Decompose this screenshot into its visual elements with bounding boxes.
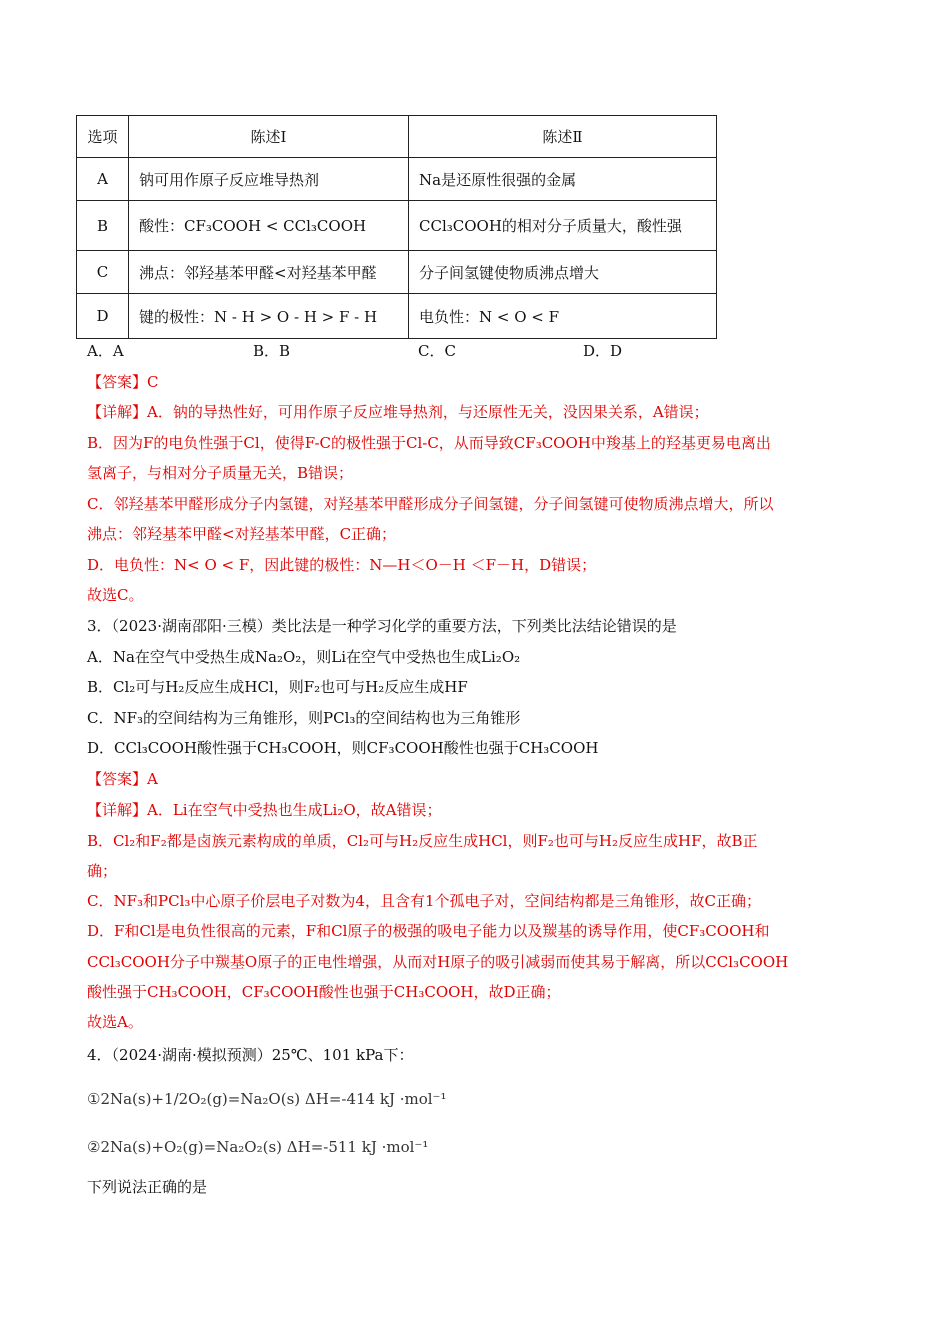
q4-question: 下列说法正确的是 xyxy=(87,1178,208,1196)
q3-option-c: C．NF₃的空间结构为三角锥形，则PCl₃的空间结构也为三角锥形 xyxy=(87,709,521,727)
q2-explain-line: 故选C。 xyxy=(87,586,144,604)
q3-option-a: A．Na在空气中受热生成Na₂O₂，则Li在空气中受热也生成Li₂O₂ xyxy=(87,648,521,666)
q3-explain-line: C．NF₃和PCl₃中心原子价层电子对数为4，且含有1个孤电子对，空间结构都是三角锥形，故C正确； xyxy=(87,892,761,910)
q4-equation-1: ①2Na(s)+1/2O₂(g)=Na₂O(s) ΔH=-414 kJ ·mol⁻¹ xyxy=(87,1090,447,1108)
q3-answer: 【答案】A xyxy=(87,770,158,788)
q2-explain-line: C．邻羟基苯甲醛形成分子内氢键，对羟基苯甲醛形成分子间氢键，分子间氢键可使物质沸点增大，所以 xyxy=(87,495,774,513)
q2-option-b: B．B xyxy=(253,342,291,360)
table-row xyxy=(77,158,717,201)
q3-explain-line: B．Cl₂和F₂都是卤族元素构成的单质，Cl₂可与H₂反应生成HCl，则F₂也可与H₂反应生成HF，故B正 xyxy=(87,832,758,850)
q2-option-a: A．A xyxy=(87,342,124,360)
q4-equation-2: ②2Na(s)+O₂(g)=Na₂O₂(s) ΔH=-511 kJ ·mol⁻¹ xyxy=(87,1138,429,1156)
table-cell: D xyxy=(77,294,129,339)
q2-option-d: D．D xyxy=(583,342,623,360)
table-header-cell: 陈述Ⅰ xyxy=(129,116,409,158)
table-cell: 电负性：N < O < F xyxy=(409,294,717,339)
table-cell: 钠可用作原子反应堆导热剂 xyxy=(129,158,409,201)
table-header-row xyxy=(77,116,717,158)
table-cell: B xyxy=(77,201,129,251)
table-cell: 键的极性：N - H > O - H > F - H xyxy=(129,294,409,339)
table-cell: A xyxy=(77,158,129,201)
table-header-cell: 选项 xyxy=(77,116,129,158)
q3-explain-line: D．F和Cl是电负性很高的元素，F和Cl原子的极强的吸电子能力以及羰基的诱导作用，使CF₃COOH和 xyxy=(87,922,770,940)
q3-stem: 3．（2023·湖南邵阳·三模）类比法是一种学习化学的重要方法，下列类比法结论错误的是 xyxy=(87,617,677,635)
table-cell: C xyxy=(77,251,129,294)
table-header-cell: 陈述Ⅱ xyxy=(409,116,717,158)
q2-answer: 【答案】C xyxy=(87,373,159,391)
comparison-table xyxy=(76,115,717,339)
q2-option-c: C．C xyxy=(418,342,456,360)
q3-option-d: D．CCl₃COOH酸性强于CH₃COOH，则CF₃COOH酸性也强于CH₃COOH xyxy=(87,739,599,757)
q2-explain-line: D．电负性：N< O < F，因此键的极性：N—H＜O－H ＜F－H，D错误； xyxy=(87,556,597,574)
table-row xyxy=(77,251,717,294)
q2-explain-line: 【详解】A．钠的导热性好，可用作原子反应堆导热剂，与还原性无关，没因果关系，A错误； xyxy=(87,403,709,421)
q2-explain-line: 沸点：邻羟基苯甲醛<对羟基苯甲醛，C正确； xyxy=(87,525,397,543)
table-cell: 分子间氢键使物质沸点增大 xyxy=(409,251,717,294)
q3-explain-line: 故选A。 xyxy=(87,1013,143,1031)
q2-explain-line: B．因为F的电负性强于Cl，使得F-C的极性强于Cl-C，从而导致CF₃COOH中羧基上的羟基更易电离出 xyxy=(87,434,771,452)
table-cell: CCl₃COOH的相对分子质量大，酸性强 xyxy=(409,201,717,251)
q3-explain-line: 确； xyxy=(87,862,118,880)
q3-explain-line: 【详解】A．Li在空气中受热也生成Li₂O，故A错误； xyxy=(87,801,442,819)
q2-explain-line: 氢离子，与相对分子质量无关，B错误； xyxy=(87,464,354,482)
table-cell: Na是还原性很强的金属 xyxy=(409,158,717,201)
q3-explain-line: CCl₃COOH分子中羰基O原子的正电性增强，从而对H原子的吸引减弱而使其易于解离，所以CCl₃COOH xyxy=(87,953,789,971)
q3-option-b: B．Cl₂可与H₂反应生成HCl，则F₂也可与H₂反应生成HF xyxy=(87,678,468,696)
table-row xyxy=(77,294,717,339)
table-cell: 沸点：邻羟基苯甲醛<对羟基苯甲醛 xyxy=(129,251,409,294)
q3-explain-line: 酸性强于CH₃COOH，CF₃COOH酸性也强于CH₃COOH，故D正确； xyxy=(87,983,561,1001)
table-cell: 酸性：CF₃COOH < CCl₃COOH xyxy=(129,201,409,251)
table-row xyxy=(77,201,717,251)
q4-stem: 4．（2024·湖南·模拟预测）25℃、101 kPa下： xyxy=(87,1046,414,1064)
